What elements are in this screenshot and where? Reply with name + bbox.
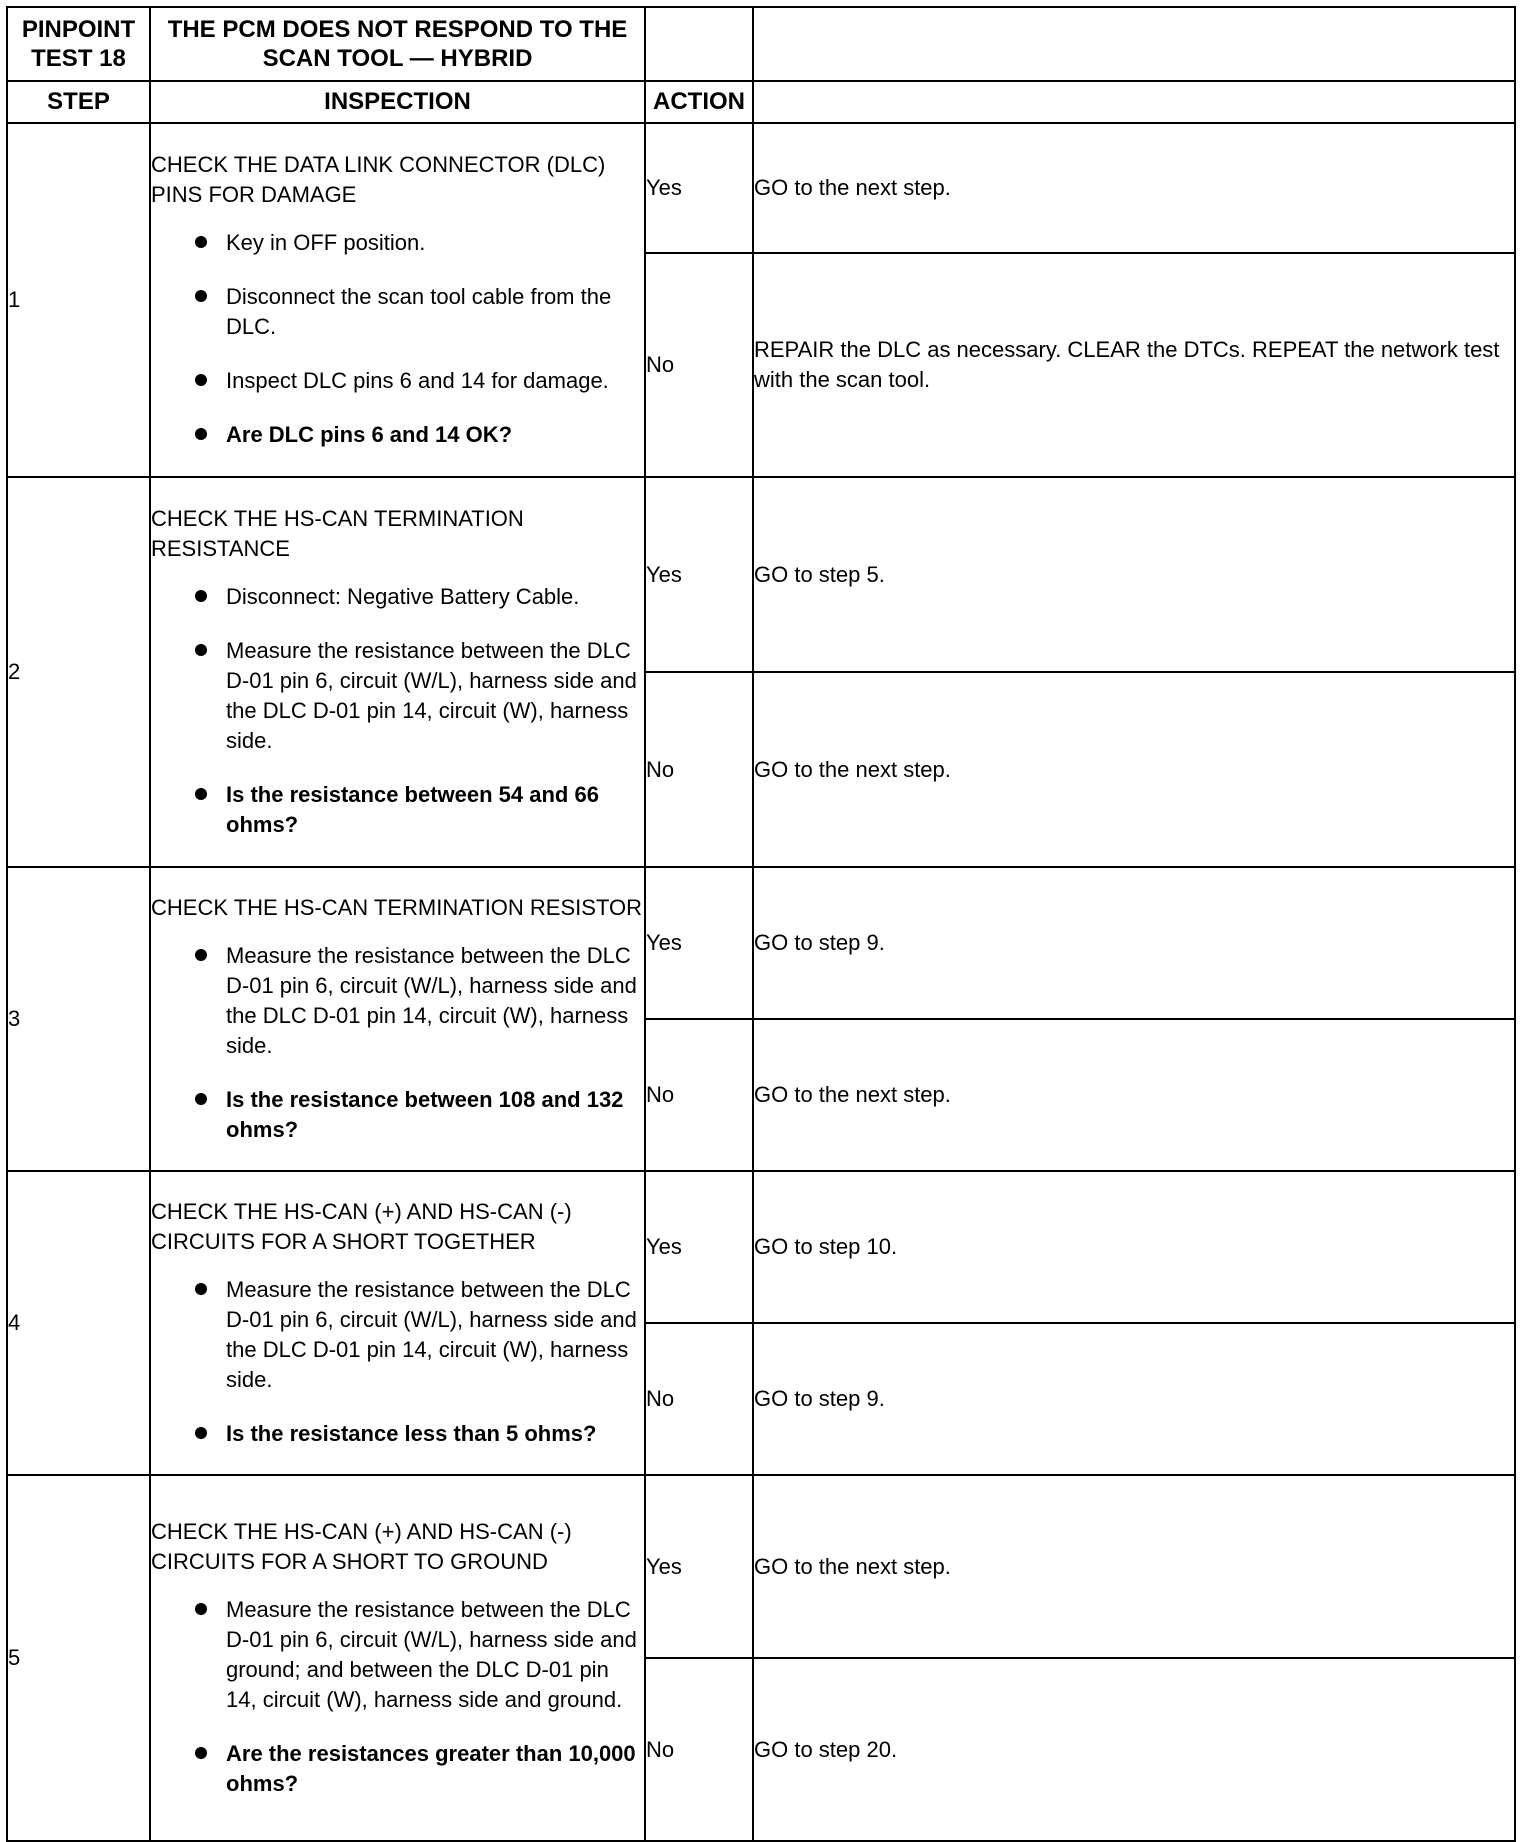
bullet-item: Measure the resistance between the DLC D-01 pin 6, circuit (W/L), harness side and ground; and between the DLC D-01 pin 14, circuit (W), harness side and ground. bbox=[151, 1595, 644, 1715]
yes-label: Yes bbox=[645, 477, 753, 672]
step-number: 4 bbox=[7, 1171, 150, 1475]
step-row bbox=[7, 867, 1515, 1019]
yes-action: GO to the next step. bbox=[753, 1475, 1515, 1658]
inspection-cell bbox=[150, 867, 645, 1171]
no-action: GO to step 9. bbox=[753, 1323, 1515, 1475]
no-label: No bbox=[645, 672, 753, 867]
bullet-question: Are DLC pins 6 and 14 OK? bbox=[151, 420, 644, 450]
bullet-item: Measure the resistance between the DLC D-01 pin 6, circuit (W/L), harness side and the DLC D-01 pin 14, circuit (W), harness side. bbox=[151, 941, 644, 1061]
no-label: No bbox=[645, 253, 753, 477]
no-label: No bbox=[645, 1658, 753, 1841]
column-header-blank bbox=[753, 81, 1515, 123]
no-action: GO to the next step. bbox=[753, 672, 1515, 867]
bullet-item: Disconnect the scan tool cable from the DLC. bbox=[151, 282, 644, 342]
inspection-title: CHECK THE DATA LINK CONNECTOR (DLC) PINS FOR DAMAGE bbox=[151, 152, 606, 207]
inspection-cell bbox=[150, 477, 645, 867]
step-number: 1 bbox=[7, 123, 150, 477]
step-number: 5 bbox=[7, 1475, 150, 1841]
bullet-icon bbox=[195, 788, 207, 800]
step-row bbox=[7, 1171, 1515, 1323]
inspection-title: CHECK THE HS-CAN (+) AND HS-CAN (-) CIRCUITS FOR A SHORT TO GROUND bbox=[151, 1519, 572, 1574]
inspection-bullets bbox=[151, 582, 644, 840]
inspection-title: CHECK THE HS-CAN TERMINATION RESISTOR bbox=[151, 895, 642, 920]
bullet-icon bbox=[195, 374, 207, 386]
yes-action: GO to step 10. bbox=[753, 1171, 1515, 1323]
inspection-cell bbox=[150, 1475, 645, 1841]
step-row bbox=[7, 477, 1515, 672]
column-header-action: ACTION bbox=[645, 81, 753, 123]
bullet-icon bbox=[195, 1603, 207, 1615]
bullet-icon bbox=[195, 1747, 207, 1759]
no-action: GO to the next step. bbox=[753, 1019, 1515, 1171]
column-header-step: STEP bbox=[7, 81, 150, 123]
bullet-icon bbox=[195, 590, 207, 602]
no-label: No bbox=[645, 1323, 753, 1475]
inspection-cell bbox=[150, 1171, 645, 1475]
inspection-bullets bbox=[151, 1595, 644, 1799]
bullet-icon bbox=[195, 236, 207, 248]
inspection-bullets bbox=[151, 941, 644, 1145]
bullet-icon bbox=[195, 949, 207, 961]
header-blank-result bbox=[753, 7, 1515, 81]
bullet-item: Disconnect: Negative Battery Cable. bbox=[151, 582, 644, 612]
bullet-item: Inspect DLC pins 6 and 14 for damage. bbox=[151, 366, 644, 396]
inspection-title: CHECK THE HS-CAN TERMINATION RESISTANCE bbox=[151, 506, 524, 561]
bullet-icon bbox=[195, 1093, 207, 1105]
pinpoint-label: PINPOINT TEST 18 bbox=[7, 7, 150, 81]
bullet-item: Key in OFF position. bbox=[151, 228, 644, 258]
pinpoint-test-table bbox=[6, 6, 1516, 1842]
inspection-title: CHECK THE HS-CAN (+) AND HS-CAN (-) CIRCUITS FOR A SHORT TOGETHER bbox=[151, 1199, 572, 1254]
bullet-question: Are the resistances greater than 10,000 ohms? bbox=[151, 1739, 644, 1799]
yes-action: GO to step 9. bbox=[753, 867, 1515, 1019]
no-label: No bbox=[645, 1019, 753, 1171]
header-blank-action bbox=[645, 7, 753, 81]
bullet-icon bbox=[195, 1283, 207, 1295]
yes-action: GO to step 5. bbox=[753, 477, 1515, 672]
yes-label: Yes bbox=[645, 1475, 753, 1658]
bullet-icon bbox=[195, 290, 207, 302]
bullet-question: Is the resistance less than 5 ohms? bbox=[151, 1419, 644, 1449]
bullet-item: Measure the resistance between the DLC D-01 pin 6, circuit (W/L), harness side and the DLC D-01 pin 14, circuit (W), harness side. bbox=[151, 636, 644, 756]
bullet-icon bbox=[195, 1427, 207, 1439]
bullet-icon bbox=[195, 428, 207, 440]
yes-label: Yes bbox=[645, 123, 753, 253]
bullet-item: Measure the resistance between the DLC D-01 pin 6, circuit (W/L), harness side and the DLC D-01 pin 14, circuit (W), harness side. bbox=[151, 1275, 644, 1395]
bullet-question: Is the resistance between 54 and 66 ohms? bbox=[151, 780, 644, 840]
bullet-icon bbox=[195, 644, 207, 656]
inspection-cell bbox=[150, 123, 645, 477]
no-action: REPAIR the DLC as necessary. CLEAR the DTCs. REPEAT the network test with the scan tool. bbox=[753, 253, 1515, 477]
yes-action: GO to the next step. bbox=[753, 123, 1515, 253]
inspection-bullets bbox=[151, 228, 644, 450]
yes-label: Yes bbox=[645, 1171, 753, 1323]
inspection-bullets bbox=[151, 1275, 644, 1449]
step-row bbox=[7, 1475, 1515, 1658]
no-action: GO to step 20. bbox=[753, 1658, 1515, 1841]
column-header-inspection: INSPECTION bbox=[150, 81, 645, 123]
step-number: 3 bbox=[7, 867, 150, 1171]
step-row bbox=[7, 123, 1515, 253]
yes-label: Yes bbox=[645, 867, 753, 1019]
step-number: 2 bbox=[7, 477, 150, 867]
bullet-question: Is the resistance between 108 and 132 ohms? bbox=[151, 1085, 644, 1145]
test-title: THE PCM DOES NOT RESPOND TO THE SCAN TOOL — HYBRID bbox=[150, 7, 645, 81]
